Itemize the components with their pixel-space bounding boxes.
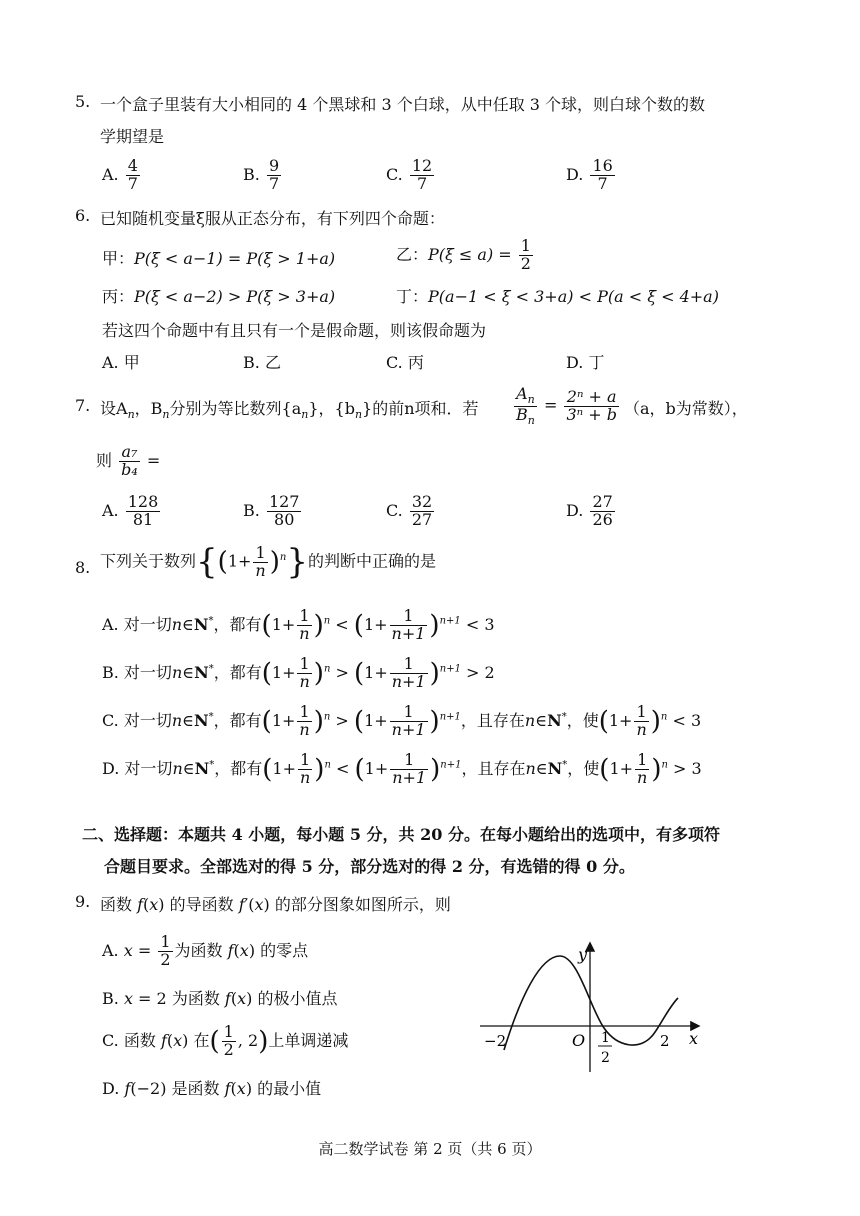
fraction: $\frac{12}{7}$ xyxy=(411,156,433,193)
q7-option-d: D. $\frac{27}{26}$ xyxy=(566,492,613,529)
q6-prop-jia: 甲：P(ξ < a−1) = P(ξ > 1+a) xyxy=(102,249,336,268)
q7-number: 7. xyxy=(75,396,91,415)
q7-stem: 设$A_n$，$B_n$分别为等比数列$\{a_n\}$，$\{b_n\}$的前n项和．若 xyxy=(100,399,479,422)
q9-stem: 函数 f(x) 的导函数 f′(x) 的部分图象如图所示，则 xyxy=(100,895,451,914)
option-label: D. xyxy=(566,164,584,184)
q5-option-a xyxy=(102,158,142,193)
section2-line1: 二、选择题：本题共 4 小题，每小题 5 分，共 20 分。在每小题给出的选项中，有多项符 xyxy=(82,825,720,844)
option-label: B. xyxy=(243,164,260,184)
q7-option-a: A. $\frac{128}{81}$ xyxy=(102,492,159,529)
fraction: $\frac{32}{27}$ xyxy=(411,492,433,529)
section2-line2: 合题目要求。全部选对的得 5 分，部分选对的得 2 分，有选错的得 0 分。 xyxy=(104,857,635,876)
origin-label: O xyxy=(572,1031,586,1050)
fraction: $\frac{4}{7}$ xyxy=(127,156,138,193)
fraction: $\frac{16}{7}$ xyxy=(592,156,613,193)
q9-option-b: B. x = 2 为函数 f(x) 的极小值点 xyxy=(102,989,338,1008)
q9-number: 9. xyxy=(75,892,91,911)
fraction: $\frac{A_n}{B_n}$ xyxy=(516,384,535,427)
q5-number: 5. xyxy=(75,92,91,111)
q6-stem: 已知随机变量ξ服从正态分布，有下列四个命题： xyxy=(100,209,445,228)
derivative-curve xyxy=(504,956,678,1050)
q6-prop-bing: 丙：P(ξ < a−2) > P(ξ > 3+a) xyxy=(102,287,336,306)
q7-option-b: B. $\frac{127}{80}$ xyxy=(243,492,300,529)
q5-option-b xyxy=(243,158,283,193)
q5-stem-line1: 一个盒子里装有大小相同的 4 个黑球和 3 个白球，从中任取 3 个球，则白球个数的数 xyxy=(100,95,706,114)
tick-neg2-label: −2 xyxy=(484,1032,507,1050)
q5-option-d xyxy=(566,158,617,193)
tick-half-den: 2 xyxy=(601,1050,610,1066)
q5-stem-line2: 学期望是 xyxy=(100,127,165,146)
q8-option-a: A. 对一切n∈N*，都有(1+ $\frac{1}{n}$ )$^n$ < (1+ $\frac{1}{n+1}$ )$^{n+1}$ < 3 xyxy=(102,606,495,643)
fraction: $\frac{9}{7}$ xyxy=(268,156,280,193)
fraction: $\frac{127}{80}$ xyxy=(268,492,300,529)
q6-number: 6. xyxy=(75,206,91,225)
fraction: $\frac{1}{n}$ xyxy=(255,542,266,580)
derivative-graph xyxy=(470,938,710,1078)
q6-option-c: C. 丙 xyxy=(386,353,424,372)
option-label: C. xyxy=(386,164,403,184)
q8-option-b: B. 对一切n∈N*，都有(1+ $\frac{1}{n}$ )$^n$ > (1+ $\frac{1}{n+1}$ )$^{n+1}$ > 2 xyxy=(102,654,495,691)
q7-ratio: $\frac{A_n}{B_n}$ = $\frac{\text{2ⁿ + a}}{\text{3ⁿ + b}}$ xyxy=(516,384,617,427)
q7-ask: 则 $\frac{\text{a₇}}{\text{b₄}}$ = xyxy=(96,442,161,479)
q9-option-a: A. x = $\frac{1}{2}$ 为函数 f(x) 的零点 xyxy=(102,932,309,969)
q8-number: 8. xyxy=(75,558,91,577)
q6-option-a: A. 甲 xyxy=(102,353,140,372)
fraction: $\frac{27}{26}$ xyxy=(592,492,613,529)
x-axis-label: x xyxy=(689,1029,699,1048)
q9-option-c: C. 函数 f(x) 在( $\frac{1}{2}$ , 2)上单调递减 xyxy=(102,1022,349,1059)
q6-prop-ding: 丁：P(a−1 < ξ < 3+a) < P(a < ξ < 4+a) xyxy=(396,287,719,306)
fraction: $\frac{\text{a₇}}{\text{b₄}}$ xyxy=(121,442,138,479)
y-axis-label: y xyxy=(578,945,588,964)
fraction: $\frac{128}{81}$ xyxy=(127,492,159,529)
q6-option-b: B. 乙 xyxy=(243,353,281,372)
q9-option-d: D. f(−2) 是函数 f(x) 的最小值 xyxy=(102,1079,322,1098)
q7-option-c: C. $\frac{32}{27}$ xyxy=(386,492,433,529)
page-footer: 高二数学试卷 第 2 页（共 6 页） xyxy=(318,1140,542,1158)
option-label: A. xyxy=(102,164,119,184)
tick-half-num: 1 xyxy=(601,1030,610,1046)
fraction: $\frac{\text{2ⁿ + a}}{\text{3ⁿ + b}}$ xyxy=(566,386,617,424)
q6-option-d: D. 丁 xyxy=(566,353,605,372)
fraction: $\frac{1}{2}$ xyxy=(520,236,531,273)
tick-2-label: 2 xyxy=(660,1032,670,1050)
q5-option-c xyxy=(386,158,436,193)
q8-option-c: C. 对一切n∈N*，都有(1+ $\frac{1}{n}$ )$^n$ > (1+ $\frac{1}{n+1}$ )$^{n+1}$，且存在n∈N*，使(1+ $\frac{1}{n}$ )$^n$ < 3 xyxy=(102,702,702,739)
q6-prop-yi: 乙：P(ξ ≤ a) = $\frac{1}{2}$ xyxy=(396,236,531,273)
q8-stem: 下列关于数列{(1+ $\frac{1}{n}$ )$^n$}的判断中正确的是 xyxy=(100,542,436,582)
q8-option-d: D. 对一切n∈N*，都有(1+ $\frac{1}{n}$ )$^n$ < (1+ $\frac{1}{n+1}$ )$^{n+1}$，且存在n∈N*，使(1+ $\frac{1}{n}$ )$^n$ > 3 xyxy=(102,750,702,787)
q6-condition: 若这四个命题中有且只有一个是假命题，则该假命题为 xyxy=(102,321,487,340)
q7-note: （a，b为常数）， xyxy=(624,399,748,418)
